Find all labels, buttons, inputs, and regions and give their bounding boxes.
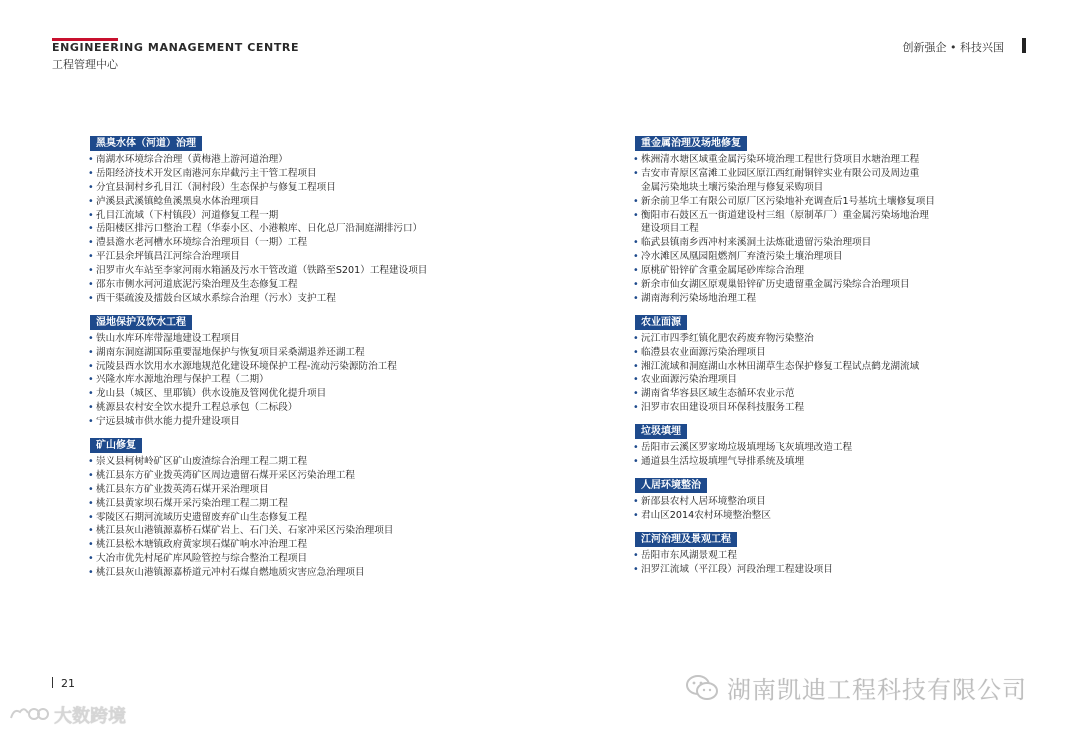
project-item xyxy=(88,360,558,374)
project-item xyxy=(633,167,1053,181)
section-title: 农业面源 xyxy=(635,315,687,330)
project-item-text: 桃江县灰山港镇源嘉桥道元冲村石煤自燃地质灾害应急治理项目 xyxy=(96,567,365,579)
bullet-icon: • xyxy=(633,265,639,277)
bullet-icon: • xyxy=(633,279,639,291)
project-item-text: 临武县镇南乡西冲村来溪洞土法炼砒遗留污染治理项目 xyxy=(641,237,872,249)
bullet-icon: • xyxy=(633,237,639,249)
bullet-icon: • xyxy=(88,223,94,235)
project-item xyxy=(88,552,558,566)
project-item xyxy=(88,181,558,195)
bullet-icon: • xyxy=(88,251,94,263)
project-item xyxy=(88,387,558,401)
project-item xyxy=(88,250,558,264)
project-item xyxy=(88,292,558,306)
bullet-icon: • xyxy=(633,509,639,521)
section xyxy=(88,131,558,306)
section xyxy=(633,473,1053,523)
project-item-text: 君山区2014农村环境整治整区 xyxy=(641,509,771,521)
project-item-text: 桃源县农村安全饮水提升工程总承包（二标段） xyxy=(96,402,298,414)
bullet-icon: • xyxy=(633,402,639,414)
project-item xyxy=(633,153,1053,167)
bullet-icon: • xyxy=(88,265,94,277)
project-item-text: 龙山县（城区、里耶镇）供水设施及管网优化提升项目 xyxy=(96,388,327,400)
project-item xyxy=(633,346,1053,360)
project-item xyxy=(88,455,558,469)
project-item xyxy=(633,332,1053,346)
project-item xyxy=(88,401,558,415)
bullet-icon: • xyxy=(633,195,639,207)
bullet-icon: • xyxy=(88,402,94,414)
project-item-text: 汨罗江流域（平江段）河段治理工程建设项目 xyxy=(641,563,833,575)
project-list xyxy=(633,549,1053,577)
project-item xyxy=(633,401,1053,415)
project-item xyxy=(88,236,558,250)
section-title: 矿山修复 xyxy=(90,438,142,453)
bullet-icon: • xyxy=(88,388,94,400)
project-item xyxy=(633,250,1053,264)
bullet-icon: • xyxy=(88,456,94,468)
bullet-icon: • xyxy=(88,511,94,523)
section-title: 湿地保护及饮水工程 xyxy=(90,315,192,330)
project-list xyxy=(88,153,558,306)
bullet-icon: • xyxy=(88,181,94,193)
project-item xyxy=(633,495,1053,509)
project-item xyxy=(88,195,558,209)
project-item-text: 平江县余坪镇昌江河综合治理项目 xyxy=(96,251,240,263)
project-item-text: 岳阳楼区排污口整治工程（华泰小区、小港粮库、日化总厂沿洞庭湖排污口） xyxy=(96,223,423,235)
project-item-text: 大冶市优先村尾矿库风险管控与综合整治工程项目 xyxy=(96,553,308,565)
project-item-text: 沅陵县酉水饮用水水源地规范化建设环境保护工程-流动污染源防治工程 xyxy=(96,360,397,372)
project-item-text: 沅江市四季红镇化肥农药废弃物污染整治 xyxy=(641,332,814,344)
bullet-icon: • xyxy=(633,495,639,507)
bullet-icon: • xyxy=(633,388,639,400)
section-title: 江河治理及景观工程 xyxy=(635,532,737,547)
project-item xyxy=(633,236,1053,250)
project-item-text: 宁远县城市供水能力提升建设项目 xyxy=(96,416,240,428)
right-column xyxy=(633,131,1053,580)
project-item-text: 崇义县柯树岭矿区矿山废渣综合治理工程二期工程 xyxy=(96,456,308,468)
watermark-text: 大数跨境 xyxy=(54,706,126,727)
project-item-text: 桃江县东方矿业拨英湾矿区周边遗留石煤开采区污染治理工程 xyxy=(96,469,356,481)
brand-title-cn: 工程管理中心 xyxy=(52,58,118,71)
bullet-icon: • xyxy=(633,563,639,575)
project-item-text: 泸溪县武溪镇鲶鱼溪黑臭水体治理项目 xyxy=(96,195,260,207)
project-item-text: 西干渠疏浚及擂鼓台区域水系综合治理（污水）支护工程 xyxy=(96,292,336,304)
project-item-text: 湖南海利污染场地治理工程 xyxy=(641,292,757,304)
project-item-text: 邵东市侧水河河道底泥污染治理及生态修复工程 xyxy=(96,279,298,291)
project-item xyxy=(633,264,1053,278)
left-column xyxy=(88,131,558,584)
bullet-icon: • xyxy=(633,332,639,344)
wechat-icon xyxy=(685,674,719,702)
page-number xyxy=(52,677,75,690)
bullet-icon: • xyxy=(88,567,94,579)
bullet-icon: • xyxy=(88,292,94,304)
page-number-text: 21 xyxy=(61,677,75,690)
project-item-text: 孔目江流域（下村镇段）河道修复工程一期 xyxy=(96,209,279,221)
project-item xyxy=(88,278,558,292)
project-item-text: 零陵区石期河流域历史遗留废弃矿山生态修复工程 xyxy=(96,511,308,523)
bullet-icon: • xyxy=(633,442,639,454)
bullet-icon: • xyxy=(88,497,94,509)
section xyxy=(633,310,1053,415)
bullet-icon: • xyxy=(633,549,639,561)
project-item-text: 澧县澹水老河槽水环境综合治理项目（一期）工程 xyxy=(96,237,308,249)
project-list xyxy=(633,332,1053,415)
project-item xyxy=(633,292,1053,306)
project-item xyxy=(633,278,1053,292)
project-item xyxy=(633,387,1053,401)
project-item xyxy=(633,222,1053,236)
section xyxy=(633,419,1053,469)
project-item xyxy=(88,511,558,525)
bullet-icon: • xyxy=(633,360,639,372)
project-list xyxy=(633,153,1053,306)
project-item-text: 湘江流域和洞庭湖山水林田湖草生态保护修复工程试点鹤龙湖流域 xyxy=(641,360,920,372)
slogan-divider xyxy=(1022,38,1026,53)
project-item xyxy=(88,209,558,223)
section xyxy=(633,527,1053,577)
bullet-icon: • xyxy=(88,469,94,481)
bullet-icon: • xyxy=(88,154,94,165)
section-title: 垃圾填埋 xyxy=(635,424,687,439)
project-item xyxy=(88,415,558,429)
bullet-icon: • xyxy=(633,374,639,386)
bullet-icon: • xyxy=(88,525,94,537)
project-item xyxy=(88,469,558,483)
project-item xyxy=(88,566,558,580)
watermark-logo-icon xyxy=(8,704,50,726)
project-item xyxy=(88,264,558,278)
project-item xyxy=(88,538,558,552)
project-item xyxy=(633,455,1053,469)
corner-watermark xyxy=(8,702,126,728)
bullet-icon: • xyxy=(633,346,639,358)
project-item xyxy=(633,549,1053,563)
section-title: 重金属治理及场地修复 xyxy=(635,136,747,151)
project-item-text: 农业面源污染治理项目 xyxy=(641,374,737,386)
project-item xyxy=(88,346,558,360)
bullet-icon: • xyxy=(88,483,94,495)
project-item xyxy=(88,153,558,167)
project-item-text: 新邵县农村人居环境整治项目 xyxy=(641,495,766,507)
project-list xyxy=(633,441,1053,469)
project-item-text: 兴隆水库水源地治理与保护工程（二期） xyxy=(96,374,269,386)
bullet-icon: • xyxy=(88,209,94,221)
bullet-icon: • xyxy=(633,292,639,304)
project-item xyxy=(633,563,1053,577)
project-item-text: 新余前卫华工有限公司原厂区污染地补充调查后1号基坑土壤修复项目 xyxy=(641,195,935,207)
page-number-divider xyxy=(52,677,53,688)
project-item-text: 湖南省华容县区域生态循环农业示范 xyxy=(641,388,795,400)
bullet-icon: • xyxy=(88,195,94,207)
bullet-icon: • xyxy=(633,209,639,221)
bullet-icon: • xyxy=(88,539,94,551)
project-item-text: 南湖水环境综合治理（黄梅港上游河道治理） xyxy=(96,154,288,165)
project-item-text: 吉安市青原区富滩工业园区原江西红耐铜锌实业有限公司及周边重 xyxy=(641,167,920,179)
project-item-text: 株洲清水塘区域重金属污染环境治理工程世行贷项目水塘治理工程 xyxy=(641,154,920,165)
project-item-text: 岳阳市东风湖景观工程 xyxy=(641,549,737,561)
project-item xyxy=(88,167,558,181)
project-item-text: 桃江县东方矿业拨英湾石煤开采治理项目 xyxy=(96,483,269,495)
bullet-icon: • xyxy=(88,553,94,565)
project-item-text: 桃江县灰山港镇源嘉桥石煤矿岩上、石门关、石家冲采区污染治理项目 xyxy=(96,525,394,537)
header-slogan: 创新强企 • 科技兴国 xyxy=(902,41,1004,54)
section xyxy=(88,310,558,429)
section-title: 人居环境整治 xyxy=(635,478,707,493)
project-item xyxy=(633,209,1053,223)
project-item xyxy=(88,222,558,236)
project-item xyxy=(88,483,558,497)
project-item xyxy=(88,497,558,511)
bullet-icon: • xyxy=(88,360,94,372)
project-item xyxy=(633,360,1053,374)
bullet-icon: • xyxy=(633,167,639,179)
project-item-text: 汨罗市农田建设项目环保科技服务工程 xyxy=(641,402,805,414)
project-item-text: 分宜县洞村乡孔目江（洞村段）生态保护与修复工程项目 xyxy=(96,181,336,193)
project-item-text: 桃江县松木塘镇政府黄家坝石煤矿响水冲治理工程 xyxy=(96,539,308,551)
project-item-text: 桃江县黄家坝石煤开采污染治理工程二期工程 xyxy=(96,497,288,509)
wechat-account-name: 湖南凯迪工程科技有限公司 xyxy=(727,676,1027,704)
project-item xyxy=(633,195,1053,209)
project-item-text: 金属污染地块土壤污染治理与修复采购项目 xyxy=(641,181,824,193)
wechat-watermark xyxy=(685,670,1027,705)
brand-title-en: ENGINEERING MANAGEMENT CENTRE xyxy=(52,41,300,54)
project-item xyxy=(88,524,558,538)
bullet-icon: • xyxy=(88,346,94,358)
project-item-text: 铁山水库环库带湿地建设工程项目 xyxy=(96,332,240,344)
project-item-text: 岳阳市云溪区罗家坳垃圾填埋场飞灰填埋改造工程 xyxy=(641,442,853,454)
project-list xyxy=(88,332,558,429)
bullet-icon: • xyxy=(88,237,94,249)
section-title: 黑臭水体（河道）治理 xyxy=(90,136,202,151)
project-item xyxy=(633,373,1053,387)
bullet-icon: • xyxy=(633,456,639,468)
project-list xyxy=(633,495,1053,523)
project-item-text: 通道县生活垃圾填埋气导排系统及填埋 xyxy=(641,456,805,468)
bullet-icon: • xyxy=(88,332,94,344)
project-item xyxy=(633,509,1053,523)
project-item-text: 建设项目工程 xyxy=(641,223,699,235)
project-item-text: 岳阳经济技术开发区南港河东岸截污主干管工程项目 xyxy=(96,167,317,179)
project-item-text: 新余市仙女湖区原观巢铅锌矿历史遗留重金属污染综合治理项目 xyxy=(641,279,910,291)
project-item-text: 衡阳市石鼓区五一街道建设村三组（原制革厂）重金属污染场地治理 xyxy=(641,209,929,221)
section xyxy=(633,131,1053,306)
project-item-text: 汨罗市火车站至李家河雨水箱涵及污水干管改道（铁路至S201）工程建设项目 xyxy=(96,265,428,277)
project-item-text: 临澧县农业面源污染治理项目 xyxy=(641,346,766,358)
project-item xyxy=(633,441,1053,455)
bullet-icon: • xyxy=(633,154,639,165)
project-item xyxy=(88,332,558,346)
project-item xyxy=(633,181,1053,195)
project-item-text: 湖南东洞庭湖国际重要湿地保护与恢复项目采桑湖退养还湖工程 xyxy=(96,346,365,358)
bullet-icon: • xyxy=(88,167,94,179)
project-item xyxy=(88,373,558,387)
project-item-text: 原桃矿铅锌矿含重金属尾砂库综合治理 xyxy=(641,265,805,277)
bullet-icon: • xyxy=(88,416,94,428)
bullet-icon: • xyxy=(88,374,94,386)
project-list xyxy=(88,455,558,580)
bullet-icon: • xyxy=(633,251,639,263)
section xyxy=(88,433,558,580)
project-item-text: 冷水滩区凤凰园阻燃剂厂弃渣污染土壤治理项目 xyxy=(641,251,843,263)
bullet-icon: • xyxy=(88,279,94,291)
